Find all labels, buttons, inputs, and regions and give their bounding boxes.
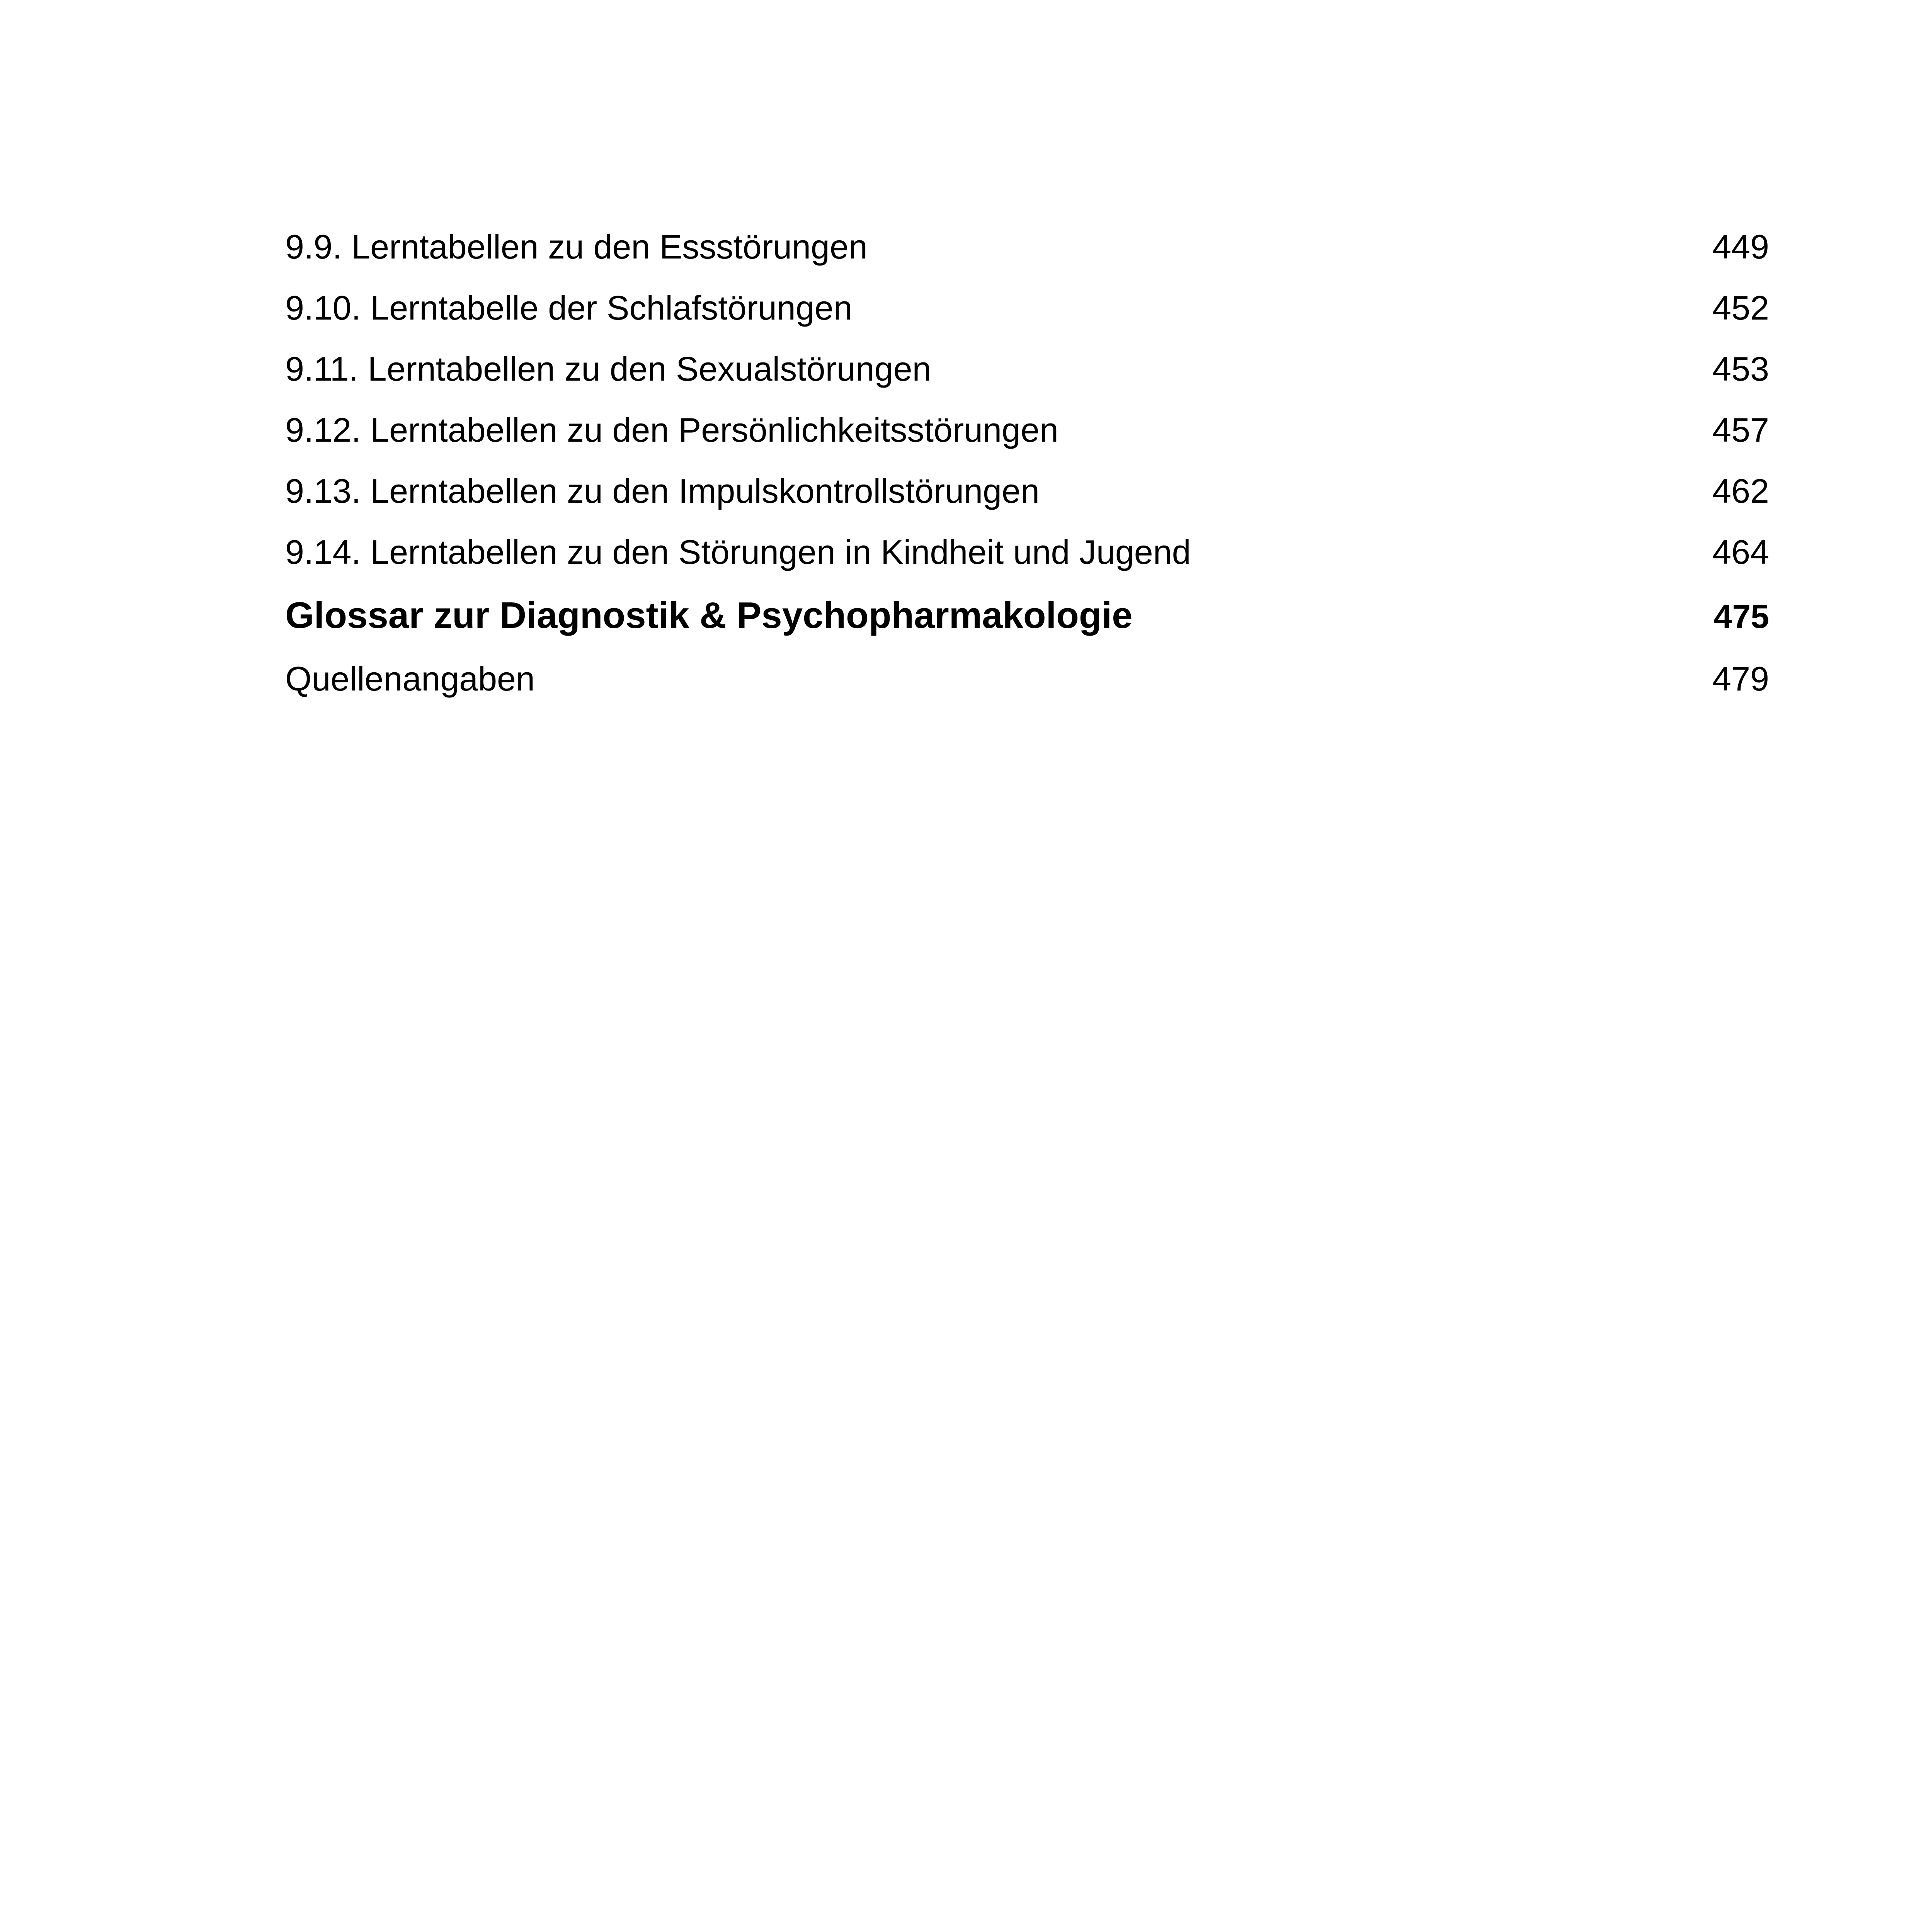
- toc-entry-page: 453: [1712, 350, 1769, 388]
- toc-entry-page: 449: [1712, 228, 1769, 266]
- toc-entry-title: Quellenangaben: [285, 660, 535, 698]
- toc-chapter-title: Glossar zur Diagnostik & Psychopharmakologie: [285, 595, 1133, 636]
- toc-entry-page: 452: [1712, 289, 1769, 327]
- toc-entry: [285, 461, 1769, 522]
- toc-entry-title: 9.12. Lerntabellen zu den Persönlichkeitsstörungen: [285, 411, 1058, 449]
- toc-entry-title: 9.9. Lerntabellen zu den Essstörungen: [285, 228, 868, 266]
- toc-entry-title: 9.13. Lerntabellen zu den Impulskontrollstörungen: [285, 472, 1040, 510]
- toc-entry: [285, 277, 1769, 338]
- toc-entry-page: 479: [1712, 660, 1769, 698]
- toc-entry: [285, 522, 1769, 583]
- toc-entry-page: 457: [1712, 411, 1769, 449]
- toc-entry: [285, 400, 1769, 461]
- toc-entry-page: 462: [1712, 472, 1769, 510]
- toc-entry: [285, 216, 1769, 277]
- toc-chapter-entry: [285, 583, 1769, 648]
- toc-entry: [285, 648, 1769, 709]
- toc-entry-title: 9.11. Lerntabellen zu den Sexualstörungen: [285, 350, 931, 388]
- table-of-contents: [285, 216, 1769, 709]
- toc-entry-page: 464: [1712, 533, 1769, 571]
- toc-entry: [285, 338, 1769, 400]
- toc-chapter-page: 475: [1714, 598, 1769, 635]
- toc-entry-title: 9.10. Lerntabelle der Schlafstörungen: [285, 289, 853, 327]
- toc-entry-title: 9.14. Lerntabellen zu den Störungen in Kindheit und Jugend: [285, 533, 1191, 571]
